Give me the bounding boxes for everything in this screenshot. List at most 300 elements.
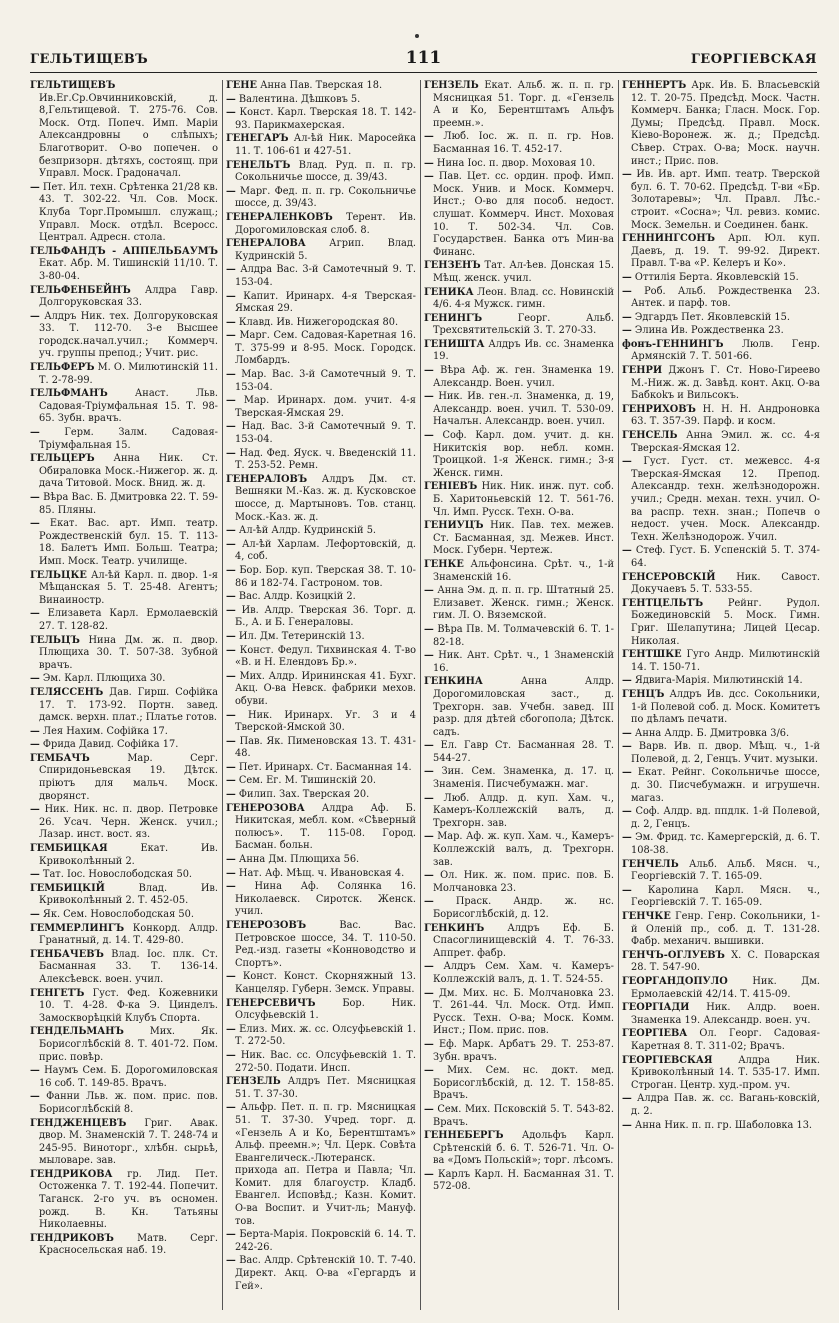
entry-surname: ГЕНДРИКОВА xyxy=(30,1168,113,1180)
entry-details: Анна Алдр. Дорогомиловская заст., д. Трехгорн. зав. Учебн. завед. III разр. для дѣтей сбогопола; Дѣтск. садъ. xyxy=(433,676,614,738)
entry-details: Вас. Алдр. Козицкiй 2. xyxy=(238,591,356,603)
entry-surname: — xyxy=(30,1065,40,1077)
entry-details: Вас. Вас. Петровское шоссе, 34. Т. 110-50. Ред.-изд. газеты «Конноводство и Спортъ». xyxy=(235,920,416,969)
entry-surname: — xyxy=(622,169,632,181)
entry-details: Елиз. Мих. ж. сс. Олсуфьевскiй 1. Т. 272-50. xyxy=(235,1023,416,1048)
directory-entry xyxy=(424,793,614,831)
entry-surname: — xyxy=(424,1103,434,1115)
directory-entry xyxy=(226,421,416,446)
entry-surname: ГЕЛЬФЕРЪ xyxy=(30,362,95,374)
directory-entry xyxy=(424,430,614,480)
directory-entry xyxy=(424,313,614,338)
entry-surname: — xyxy=(226,630,236,642)
entry-surname: ГЕОРГАНДОПУЛО xyxy=(622,975,728,987)
directory-entry xyxy=(424,365,614,390)
directory-entry xyxy=(226,212,416,237)
entry-details: Ник. Иринарх. Уг. 3 и 4 Тверской-Ямской 30. xyxy=(235,709,416,734)
entry-details: Анна Ник. Ст. Обираловка Моск.-Нижегор. ж. д. дача Титовой. Моск. Внид. ж. д. xyxy=(39,453,218,490)
entry-details: Алдръ Еф. Б. Спасоглинищевскiй 4. Т. 76-33. Аппрет. фабр. xyxy=(433,922,614,959)
entry-details: Альфр. Пет. п. п. гр. Мясницкая 51. Т. 37-30. Учред. торг. д. «Гензель А и Ко, Берентштамъ» Альф. преемн.»; Чл. Церк. Совѣта Евангелическ.-Лютеранск. прихода ап. Петра и Павла; Чл. Комит. для благоустр. Кладб. Евангел. Исповѣд.; Казн. Комит. О-ва Воспит. и Учит-ль; Мануф. тов. xyxy=(235,1102,416,1227)
entry-details: Екат. Рейнг. Сокольничье шоссе, д. 30. Писчебумажн. и игрушечн. магаз. xyxy=(631,767,820,804)
entry-details: Соф. Алдр. вд. ппдлк. 1-й Полевой, д. 2, Генцъ. xyxy=(631,806,820,830)
entry-surname: — xyxy=(226,93,236,105)
entry-details: Фанни Льв. ж. пом. прис. пов. Борисоглѣбскiй 8. xyxy=(39,1091,218,1115)
entry-details: Оттилiя Берта. Яковлевскiй 15. xyxy=(634,271,799,283)
entry-details: Ал-ѣй Ник. Маросейка 11. Т. 106-61 и 427-51. xyxy=(235,133,416,157)
entry-surname: — xyxy=(424,585,434,597)
entry-details: Гуго Андр. Милютинскiй 14. Т. 150-71. xyxy=(631,649,820,673)
entry-details: Над. Фед. Яуск. ч. Введенскiй 11. Т. 253-52. Ремн. xyxy=(235,447,416,472)
entry-surname: — xyxy=(226,591,236,603)
entry-surname: ГЕОРГІЕВА xyxy=(622,1028,688,1040)
directory-entry xyxy=(424,171,614,259)
directory-entry xyxy=(30,1233,218,1258)
entry-surname: — xyxy=(424,831,434,843)
entry-surname: — xyxy=(30,673,40,685)
entry-details: Соф. Карл. дом. учит. д. кн. Никитскiя вор. небл. комн. Троицкой. 1-я Женск. гимн.; 3-я Женск. гимн. xyxy=(433,430,614,479)
entry-details: Ил. Дм. Тетеринскiй 13. xyxy=(238,630,365,642)
entry-surname: ГЕМБИЦКІЙ xyxy=(30,882,105,894)
directory-entry xyxy=(622,728,820,741)
entry-surname: ГЕНКИНА xyxy=(424,676,483,688)
entry-details: Стеф. Густ. Б. Успенскiй 5. Т. 374-64. xyxy=(631,545,820,569)
entry-details: Тат. Ал-ѣев. Донская 15. Мѣщ. женск. учил. xyxy=(433,260,614,284)
entry-details: Конст. Конст. Скорняжный 13. Канцеляр. Губерн. Земск. Управы. xyxy=(235,971,416,995)
entry-details: Ал-ѣй Алдр. Кудринскiй 5. xyxy=(238,525,377,537)
entry-surname: — xyxy=(424,171,434,183)
directory-entry xyxy=(30,883,218,908)
entry-surname: ГЕНКЕ xyxy=(424,558,464,570)
entry-details: Алдръ Ник. тех. Долгоруковская 33. Т. 112-70. 3-е Высшее городск.начал.учил.; Коммерч. уч. группы препод.; Учит. рис. xyxy=(39,310,218,360)
entry-surname: ГЕНДЕЛЬМАНЪ xyxy=(30,1026,124,1038)
entry-details: Х. С. Поварская 28. Т. 547-90. xyxy=(631,949,820,974)
directory-entry xyxy=(424,831,614,869)
directory-entry xyxy=(226,448,416,473)
directory-entry xyxy=(226,395,416,420)
entry-surname: — xyxy=(424,740,434,752)
entry-details: Як. Сем. Новослободская 50. xyxy=(42,909,194,920)
entry-surname: — xyxy=(622,675,632,687)
entry-details: Ив. Ив. арт. Имп. театр. Тверской бул. 6. Т. 70-62. Предсѣд. Т-ви «Бр. Золотаревы»; Чл. Правл. Лѣс.-строит. «Сосна»; Чл. ревиз. комис. Моск. Земельн. и Соединен. банк. xyxy=(631,169,820,231)
directory-entry xyxy=(622,545,820,570)
entry-details: Клавд. Ив. Нижегородская 80. xyxy=(238,316,399,328)
entry-details: Сем. Ег. М. Тишинскiй 20. xyxy=(238,775,377,787)
entry-details: Элина Ив. Рождественка 23. xyxy=(634,325,784,337)
entry-details: Вас. Алдр. Срѣтенскiй 10. Т. 7-40. Директ. Акц. О-ва «Гергардъ и Гей». xyxy=(235,1255,416,1292)
entry-details: Елизавета Карл. Ермолаевскiй 27. Т. 128-82. xyxy=(39,608,218,632)
entry-surname: — xyxy=(622,1119,632,1131)
directory-entry xyxy=(226,1024,416,1049)
directory-entry xyxy=(622,767,820,805)
directory-entry xyxy=(226,671,416,709)
directory-entry xyxy=(30,285,218,310)
entry-surname: — xyxy=(622,884,632,896)
entry-details: Наумъ Сем. Б. Дорогомиловская 16 соб. Т. 149-85. Врачъ. xyxy=(39,1065,218,1089)
directory-entry xyxy=(226,1050,416,1075)
entry-surname: — xyxy=(226,421,236,433)
directory-entry xyxy=(226,1102,416,1228)
entry-surname: — xyxy=(30,869,40,881)
entry-details: Валентина. Дѣшковъ 5. xyxy=(238,93,361,105)
entry-surname: ГЕЛЬТИЩЕВЪ xyxy=(30,80,116,91)
directory-entry xyxy=(424,988,614,1038)
entry-details: Агрип. Влад. Кудринскiй 5. xyxy=(235,238,416,262)
entry-details: Влад. Iос. плк. Ст. Басманная 33. Т. 136-14. Алексѣевск. воен. учил. xyxy=(39,948,218,985)
entry-surname: — xyxy=(226,369,236,381)
entry-surname: ГЕНЕ xyxy=(226,80,257,91)
directory-entry xyxy=(30,988,218,1026)
entry-details: Алдръ Ив. дсс. Сокольники, 1-й Полевой соб. д. Моск. Комитетъ по дѣламъ печати. xyxy=(631,688,820,726)
entry-surname: ГЕЛЬЦЪ xyxy=(30,634,80,646)
entry-details: Алдръ Дм. ст. Вешняки М.-Каз. ж. д. Кусковское шоссе, д. Мартыновъ. Тов. станц. Моск.-Каз. ж. д. xyxy=(235,473,416,523)
directory-entry xyxy=(622,976,820,1001)
directory-entry xyxy=(622,598,820,648)
entry-surname: — xyxy=(226,525,236,537)
entry-details: Анна Ник. п. п. гр. Шаболовка 13. xyxy=(634,1119,813,1131)
directory-entry xyxy=(424,131,614,156)
entry-surname: — xyxy=(226,1049,236,1061)
entry-surname: — xyxy=(424,131,434,143)
entry-surname: — xyxy=(424,1065,434,1077)
directory-entry xyxy=(30,453,218,491)
entry-surname: — xyxy=(424,623,434,635)
directory-entry xyxy=(226,186,416,211)
entry-details: Мих. Сем. нс. докт. мед. Борисоглѣбскiй, д. 12. Т. 158-85. Врачъ. xyxy=(433,1065,614,1102)
entry-details: Екат. Ив. Кривоколѣнный 2. xyxy=(39,843,218,867)
directory-entry xyxy=(424,481,614,519)
directory-entry xyxy=(30,246,218,284)
entry-details: Бор. Бор. куп. Тверская 38. Т. 10-86 и 182-74. Гастроном. тов. xyxy=(235,564,416,589)
entry-surname: ГЕНРИХОВЪ xyxy=(622,403,696,415)
directory-entry xyxy=(424,624,614,649)
entry-details: Алдръ Пет. Мясницкая 51. Т. 37-30. xyxy=(235,1076,416,1100)
entry-details: Алдра Аф. Б. Никитская, мебл. ком. «Сѣверный полюсъ». Т. 115-08. Город. Басман. больн. xyxy=(235,802,416,852)
entry-details: Филип. Зах. Тверская 20. xyxy=(238,789,370,801)
directory-entry xyxy=(226,868,416,881)
entry-details: М. О. Милютинскiй 11. Т. 2-78-99. xyxy=(39,362,218,386)
entry-surname: — xyxy=(424,792,434,804)
directory-entry xyxy=(226,591,416,604)
directory-entry xyxy=(424,1065,614,1103)
entry-details: Праск. Андр. ж. нс. Борисоглѣбскiй, д. 12. xyxy=(433,896,614,920)
directory-entry xyxy=(30,673,218,686)
entry-surname: ГЕНЦЪ xyxy=(622,688,665,700)
directory-entry xyxy=(30,80,218,181)
entry-details: Нина Аф. Солянка 16. Николаевск. Сиротск. Женск. учил. xyxy=(235,881,416,918)
directory-entry xyxy=(226,631,416,644)
entry-details: Зин. Сем. Знаменка, д. 17. ц. Знаменія. Писчебумажн. маг. xyxy=(433,766,614,791)
entry-details: Рейнг. Рудол. Божединовскiй 5. Моск. Гимн. Григ. Шелапутина; Лицей Цесар. Николая. xyxy=(631,597,820,647)
entry-surname: ГЕНЕЛЬТЪ xyxy=(226,159,291,171)
entry-details: Мар. Серг. Спиридоньевская 19. Дѣтск. прiютъ для мальч. Моск. дворянст. xyxy=(39,752,218,802)
entry-surname: — xyxy=(622,311,632,323)
directory-entry xyxy=(424,650,614,675)
directory-entry xyxy=(30,1169,218,1232)
directory-entry xyxy=(424,287,614,312)
entry-details: Вѣра Пв. М. Толмачевскiй 6. Т. 1-82-18. xyxy=(433,623,614,648)
header-right-catchword: ГЕОРГІЕВСКАЯ xyxy=(690,52,817,67)
entry-surname: ГЕНИНГЪ xyxy=(424,312,483,324)
directory-entry xyxy=(424,1169,614,1194)
entry-surname: — xyxy=(226,1023,236,1035)
directory-entry xyxy=(226,291,416,316)
directory-entry xyxy=(226,1076,416,1101)
directory-entry xyxy=(622,169,820,232)
entry-details: Конкорд. Алдр. Гранатный, д. 14. Т. 429-80. xyxy=(39,922,218,947)
entry-details: Пет. Иринарх. Ст. Басманная 14. xyxy=(238,761,412,773)
entry-details: Алдръ Сем. Хам. ч. Камеръ-Коллежскiй валъ, д. 1. Т. 524-55. xyxy=(433,961,614,985)
entry-details: Варв. Ив. п. двор. Мѣщ. ч., 1-й Полевой, д. 2, Генцъ. Учит. музыки. xyxy=(631,741,820,765)
entry-details: Герм. Залм. Садовая-Трiумфальная 15. xyxy=(39,427,218,451)
directory-entry xyxy=(622,430,820,455)
directory-entry xyxy=(424,559,614,584)
entry-surname: — xyxy=(424,987,434,999)
directory-entry xyxy=(226,1229,416,1254)
entry-surname: ГЕЛЯССЕНЪ xyxy=(30,686,104,698)
directory-entry xyxy=(226,645,416,670)
entry-surname: — xyxy=(622,456,632,468)
entry-details: Ник. Ник. инж. пут. соб. Б. Харитоньевскiй 12. Т. 561-76. Чл. Имп. Русск. Техн. О-ва. xyxy=(433,481,614,518)
entry-surname: ГЕНИКА xyxy=(424,286,474,298)
directory-entry xyxy=(424,260,614,285)
directory-entry xyxy=(226,317,416,330)
entry-details: Ник. Савост. Докучаевъ 5. Т. 533-55. xyxy=(631,571,820,596)
entry-details: Ив.Ег.Ср.Овчинниковскiй, д. 8,Гельтищевой. Т. 275-76. Сов. Моск. Отд. Попеч. Имп. Марiи Александровны о слѣпыхъ; Благотворит. О-во попечен. о безпризорн. дѣтяхъ, состоящ. при Управл. Моск. Градоначал. xyxy=(39,92,218,180)
entry-details: Эм. Карл. Плющиха 30. xyxy=(42,673,166,685)
entry-surname: ГЕНСЕЛЬ xyxy=(622,430,678,442)
entry-surname: — xyxy=(424,1168,434,1180)
entry-surname: ГЕНСЕРОВСКІЙ xyxy=(622,571,716,583)
entry-details: Карлъ Карл. Н. Басманная 31. Т. 572-08. xyxy=(433,1168,614,1193)
entry-details: Эдгардъ Пет. Яковлевскiй 15. xyxy=(634,311,791,323)
directory-entry xyxy=(226,775,416,788)
entry-details: Марг. Фед. п. п. гр. Сокольничье шоссе, д. 39/43. xyxy=(235,185,416,210)
entry-surname: — xyxy=(226,447,236,459)
entry-surname: ГЕНБАЧЕВЪ xyxy=(30,948,104,960)
entry-surname: — xyxy=(424,391,434,403)
directory-entry xyxy=(30,362,218,387)
directory-entry xyxy=(622,233,820,271)
entry-details: Матв. Серг. Красносельская наб. 19. xyxy=(39,1232,218,1257)
entry-surname: ГЕННИНГСОНЪ xyxy=(622,233,715,245)
directory-entry xyxy=(622,649,820,674)
directory-entry xyxy=(30,427,218,452)
directory-entry xyxy=(30,1065,218,1090)
entry-details: Алдра Вас. 3-й Самотечный 9. Т. 153-04. xyxy=(235,264,416,288)
page-header xyxy=(30,48,817,73)
directory-entry xyxy=(424,520,614,558)
directory-entry xyxy=(226,94,416,107)
entry-surname: — xyxy=(226,538,236,550)
entry-details: Екат. Вас. арт. Имп. театр. Рождественскiй бул. 15. Т. 113-18. Балетъ Имп. Больш. Театра; Имп. Моск. Театр. училище. xyxy=(39,518,218,567)
directory-entry xyxy=(622,80,820,168)
entry-surname: ГЕНКИНЪ xyxy=(424,922,485,934)
entry-details: Григ. Авак. двор. М. Знаменскiй 7. Т. 248-74 и 245-95. Виноторг., хлѣбн. сырьѣ, мыловаре. зав. xyxy=(39,1117,218,1167)
entry-surname: — xyxy=(226,867,236,879)
directory-entry xyxy=(226,133,416,158)
entry-details: Марг. Сем. Садовая-Каретная 16. Т. 375-99 и 8-95. Моск. Городск. Ломбардъ. xyxy=(235,330,416,367)
directory-entry xyxy=(30,1091,218,1116)
entry-surname: ГЕЛЬЦКЕ xyxy=(30,569,87,581)
entry-surname: ГЕНЗЕНЪ xyxy=(424,260,481,272)
entry-details: Мар. Вас. 3-й Самотечный 9. Т. 153-04. xyxy=(235,369,416,393)
entry-surname: ГЕНДЖЕНЦЕВЪ xyxy=(30,1117,127,1129)
entry-surname: — xyxy=(226,316,236,328)
directory-entry xyxy=(30,635,218,673)
entry-surname: — xyxy=(424,896,434,908)
entry-details: Анна Пав. Тверская 18. xyxy=(260,80,383,91)
entry-details: Ник. Вас. сс. Олсуфьевскiй 1. Т. 272-50. Подати. Инсп. xyxy=(235,1049,416,1074)
directory-entry xyxy=(30,311,218,361)
directory-entry xyxy=(622,456,820,544)
entry-surname: — xyxy=(622,727,632,739)
directory-entry xyxy=(424,585,614,623)
entry-details: Анна Дм. Плющиха 56. xyxy=(238,854,360,866)
directory-entry xyxy=(30,949,218,987)
entry-details: Каролина Карл. Мясн. ч., Георгiевскiй 7. Т. 165-09. xyxy=(631,884,820,909)
page-number: 111 xyxy=(405,48,442,68)
entry-details: Алдра Ник. Кривоколѣнный 14. Т. 535-17. Имп. Строган. Центр. худ.-пром. уч. xyxy=(631,1054,820,1091)
directory-entry xyxy=(622,572,820,597)
entry-surname: ГЕОРГІАДИ xyxy=(622,1002,690,1014)
entry-details: Бор. Ник. Олсуфьевскiй 1. xyxy=(235,997,416,1022)
directory-entry xyxy=(622,272,820,285)
entry-details: Альб. Альб. Мясн. ч., Георгiевскiй 7. Т. 165-09. xyxy=(631,858,820,883)
entry-surname: ГЕМБАЧЪ xyxy=(30,752,90,764)
entry-details: Н. Н. Н. Андроновка 63. Т. 357-39. Парф. и косм. xyxy=(631,403,820,428)
entry-surname: — xyxy=(226,644,236,656)
directory-entry xyxy=(30,843,218,868)
directory-entry xyxy=(622,1093,820,1118)
entry-surname: — xyxy=(622,285,632,297)
directory-entry xyxy=(226,369,416,394)
directory-entry xyxy=(622,286,820,311)
directory-entry xyxy=(424,961,614,986)
entry-surname: ГЕНГЕТЪ xyxy=(30,987,85,999)
entry-details: Фрида Давид. Софiйка 17. xyxy=(42,739,179,751)
directory-entry xyxy=(226,264,416,289)
entry-details: Влад. Руд. п. п. гр. Сокольничье шоссе, д. 39/43. xyxy=(235,159,416,184)
entry-details: Ол. Ник. ж. пом. прис. пов. Б. Молчановка 23. xyxy=(433,870,614,894)
entry-details: Конст. Федул. Тихвинская 4. Т-во «В. и Н. Елендовъ Бр.». xyxy=(235,644,416,669)
entry-details: Ел. Гавр Ст. Басманная 28. Т. 544-27. xyxy=(433,740,614,764)
directory-entry xyxy=(226,789,416,802)
entry-details: Роб. Альб. Рождественка 23. Антек. и парф. тов. xyxy=(631,285,820,310)
entry-details: Берта-Марія. Покровскій 6. 14. Т. 242-26. xyxy=(235,1229,416,1253)
directory-entry xyxy=(226,998,416,1023)
entry-surname: — xyxy=(424,430,434,442)
entry-surname: — xyxy=(226,107,236,119)
entry-details: Альфонсина. Срѣт. ч., 1-й Знаменскiй 16. xyxy=(433,558,614,583)
directory-entry xyxy=(30,753,218,803)
entry-surname: ГЕНЗЕЛЬ xyxy=(424,80,479,91)
entry-surname: — xyxy=(226,290,236,302)
entry-details: Вѣра Аф. ж. ген. Знаменка 19. Александр. Воен. учил. xyxy=(433,365,614,389)
entry-surname: ГЕННЕБЕРГЪ xyxy=(424,1130,504,1142)
directory-entry xyxy=(30,518,218,568)
entry-surname: — xyxy=(424,650,434,662)
entry-details: Анаст. Льв. Садовая-Трiумфальная 15. Т. 98-65. Зубн. врачъ. xyxy=(39,388,218,425)
entry-surname: — xyxy=(424,961,434,973)
entry-details: Анна Эмил. ж. сс. 4-я Тверская-Ямская 12. xyxy=(631,430,820,454)
entry-surname: ГЕНЕРОЗОВА xyxy=(226,802,305,814)
directory-entry xyxy=(30,726,218,739)
entry-details: Конст. Карл. Тверская 18. Т. 142-93. Парикмахерская. xyxy=(235,107,416,131)
directory-entry xyxy=(226,107,416,132)
entry-details: Дав. Гирш. Софiйка 17. Т. 173-92. Портн. завед. дамск. верхн. плат.; Платье готов. xyxy=(39,686,218,724)
directory-entry xyxy=(622,1120,820,1133)
entry-surname: — xyxy=(226,709,236,721)
directory-columns xyxy=(30,80,820,1312)
directory-entry xyxy=(30,608,218,633)
entry-surname: ГЕЛЬФАНДЪ - АППЕЛЬБАУМЪ xyxy=(30,245,218,257)
entry-surname: — xyxy=(226,735,236,747)
entry-details: Пав. Як. Пименовская 13. Т. 431-48. xyxy=(235,735,416,760)
directory-entry xyxy=(30,687,218,725)
directory-entry xyxy=(622,832,820,857)
directory-entry xyxy=(622,859,820,884)
directory-entry xyxy=(226,474,416,524)
entry-surname: — xyxy=(622,545,632,557)
entry-details: Густ. Густ. ст. межевсс. 4-я Тверская-Ямская 12. Препод. Александр. техн. желѣзнодорожн. учил.; Средн. механ. техн. учил. О-ва распр. техн. знан.; Попечв о недост. учен. Моск. Александр. Техн. Желѣзнодорож. Учил. xyxy=(631,456,820,543)
directory-entry xyxy=(30,388,218,426)
entry-surname: фонъ-ГЕННИНГЪ xyxy=(622,338,724,350)
directory-entry xyxy=(226,803,416,853)
entry-details: Арк. Ив. Б. Власьевскiй 12. Т. 20-75. Предсѣд. Моск. Частн. Коммерч. Банка; Гласн. Моск. Гор. Думы; Предсѣд. Правл. Моск. Кiево-Воронеж. ж. д.; Предсѣд. Сѣвер. Страх. О-ва; Моск. научн. инст.; Прис. пов. xyxy=(631,80,820,167)
directory-entry xyxy=(30,182,218,245)
directory-entry xyxy=(226,565,416,590)
entry-details: Екат. Альб. ж. п. п. гр. Мясницкая 51. Торг. д. «Гензель А и Ко, Берентштамъ Альфъ преемн.». xyxy=(433,80,614,129)
entry-surname: — xyxy=(226,1102,236,1114)
entry-surname: ГЕНЕРОЗОВЪ xyxy=(226,920,307,931)
entry-details: Мар. Иринарх. дом. учит. 4-я Тверская-Ямская 29. xyxy=(235,395,416,419)
entry-details: гр. Лид. Пет. Остоженка 7. Т. 192-44. Попечит. Таганск. 2-го уч. въ оснoмен. рожд. В. Кн. Татьяны Николаевны. xyxy=(39,1168,218,1231)
entry-details: Густ. Фед. Кожевники 10. Т. 4-28. Ф-ка Э. Цинделъ. Замоскворѣцкiй Клубъ Спорта. xyxy=(39,987,218,1024)
entry-details: Ник. Ник. нс. п. двор. Петровке 26. Усач. Черн. Женск. учил.; Лазар. инст. вост. яз. xyxy=(39,804,218,841)
entry-surname: — xyxy=(226,881,236,893)
directory-entry xyxy=(226,881,416,919)
entry-details: Екат. Абр. М. Тишинскiй 11/10. Т. 3-80-04. xyxy=(39,258,218,282)
directory-entry xyxy=(622,675,820,688)
entry-details: Над. Вас. 3-й Самотечный 9. Т. 153-04. xyxy=(235,421,416,446)
directory-entry xyxy=(30,492,218,517)
entry-surname: — xyxy=(30,608,40,620)
entry-details: Анна Алдр. Б. Дмитровка 3/6. xyxy=(634,727,790,739)
directory-entry xyxy=(226,710,416,735)
entry-surname: — xyxy=(622,741,632,753)
entry-surname: — xyxy=(30,181,40,193)
entry-details: Мар. Аф. ж. куп. Хам. ч., Камеръ-Коллежскiй валъ, д. Трехгорн. зав. xyxy=(433,831,614,868)
directory-entry xyxy=(622,741,820,766)
directory-entry xyxy=(424,870,614,895)
directory-entry xyxy=(424,923,614,961)
directory-entry xyxy=(424,158,614,171)
directory-entry xyxy=(226,605,416,630)
entry-surname: — xyxy=(226,1255,236,1267)
entry-details: Люлв. Генр. Армянскiй 7. Т. 501-66. xyxy=(631,338,820,363)
directory-entry xyxy=(622,1055,820,1093)
directory-entry xyxy=(424,80,614,130)
entry-surname: — xyxy=(424,1038,434,1050)
entry-surname: — xyxy=(30,739,40,751)
directory-entry xyxy=(226,762,416,775)
directory-entry xyxy=(30,570,218,608)
entry-details: Люб. Алдр. д. куп. Хам. ч., Камеръ-Коллежскiй валъ, д. Трехгорн. зав. xyxy=(433,792,614,829)
entry-surname: — xyxy=(226,604,236,616)
entry-surname: — xyxy=(424,157,434,169)
entry-details: Мих. Як. Борисоглѣбскiй 8. Т. 401-72. Пом. прис. повѣр. xyxy=(39,1026,218,1063)
entry-details: Арп. Юл. куп. Дaевъ, д. 19. Т. 99-92. Директ. Правл. Т-ва «Р. Келеръ и Ко». xyxy=(631,233,820,270)
